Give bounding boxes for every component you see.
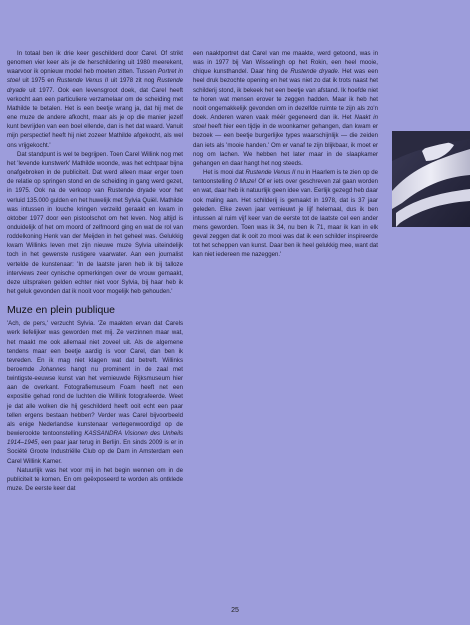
italic-title: Rustende Venus II (56, 77, 109, 85)
left-paragraph-3: 'Ach, de pers,' verzucht Sylvia. 'Ze maakten ervan dat Carels werk liefelijker was geworden met mij. Ze verzinnen maar wat, het maakt me ook allemaal niet zoveel uit. Als de algemene tendens maar een beetje aardig is voor Carel, dan ben ik tevreden. En ik mag niet klagen wat dat betreft. Willinks beroemde Johannes hangt nu prominent in de zaal met twintigste-eeuwse kunst van het vernieuwde Rijksmuseum hier aan de overkant. Fotografiemuseum Foam heeft net een expositie gehad rond de luchten die Willink fotografeerde. Weet je dat alle wolken die hij geschilderd heeft ooit echt een paar tellen ergens bestaan hebben? Verder was Carel bijvoorbeeld als enige Nederlandse kunstenaar vertegenwoordigd op de bewierookte tentoonstelling KASSANDRA Visionen des Unheils 1914–1945, een paar jaar terug in Berlijn. En sinds 2009 is er in Société Groote Industriëlle Club op de Dam in Amsterdam een Carel Willink Kamer. (7, 320, 184, 465)
italic-title: 0 Muze! (234, 178, 257, 186)
right-column (193, 49, 378, 260)
italic-title: KASSANDRA Visionen des Unheils 1914–1945 (7, 430, 184, 447)
italic-title: Portret in stoel (7, 68, 183, 85)
right-paragraph-2: Het is mooi dat Rustende Venus II nu in Haarlem is te zien op de tentoonstelling 0 Muze! Of er iets over geschreven zal gaan worden en wat, daar heb ik natuurlijk geen idee van. Eerlijk gezegd heb daar ook maling aan. Het schilderij is gemaakt in 1978, dat is 37 jaar geleden. Elke zeven jaar vernieuwt je lijf helemaal, dus ik ben intussen al ruim vijf keer van de eerste tot de laatste cel een ander mens geworden. Toen was ik 34, nu ben ik 71, maar ik kan in elk geval zeggen dat ik ooit zo mooi was dat ik een schilder inspireerde tot het scheppen van kunst. Daar ben ik heel gelukkig mee, want dat kan niet iedereen me nazeggen.' (193, 169, 379, 259)
right-paragraph-1: een naaktportret dat Carel van me maakte, werd getoond, was in was in 1977 bij Van Wisselingh op het Rokin, een heel mooie, chique kunsthandel. Daar hing de Rustende dryade. Het was een heel druk bezochte opening en het was niet zo dat ik trots naast het schilderij stond, ik bekeek het een beetje van afstand. Ik hoefde niet te horen wat mensen erover te zeggen hadden. Maar ik heb het nooit ongemakkelijk gevonden om in dezelfde ruimte te zijn als zo'n doek. Anderen waren vaak méér gegeneerd dan ik. Het Naakt in stoel heeft hier een tijdje in de woonkamer gehangen, dan kwam er bezoek — een beetje burgerlijke types waarschijnlijk — die zeiden dan iets als 'mooie handen.' Om er vanaf te zijn blijkbaar, ik moet er nog om lachen. We hebben het later maar in de slaapkamer gehangen en daar hangt het nog steeds. (193, 50, 378, 167)
italic-title: Rustende dryade (290, 68, 338, 76)
italic-title: Johannes (39, 366, 66, 373)
left-paragraph-4: Natuurlijk was het voor mij in het begin wennen om in de publiciteit te komen. En om geëxposeerd te worden als ontklede muze. De eerste keer dat (7, 466, 183, 493)
page-number: 25 (231, 607, 239, 614)
cropped-photo (392, 131, 470, 227)
left-column (7, 49, 183, 493)
italic-title: Rustende Venus II (245, 169, 296, 177)
italic-title: Rustende dryade (7, 77, 184, 94)
italic-title: Naakt in stoel (193, 114, 378, 131)
left-paragraph-1: In totaal ben ik drie keer geschilderd door Carel. Of strikt genomen vier keer als je de herschildering uit 1980 meerekent, waarvoor ik opnieuw model heb moeten zitten. Tussen Portret in stoel uit 1975 en Rustende Venus II uit 1978 zit nog Rustende dryade uit 1977. Ook een levensgroot doek, dat Carel heeft verkocht aan een particuliere verzamelaar om de scheiding met Mathilde te betalen. Het is een beetje wrang ja, dat hij met de ene muze de andere afkocht, maar als je op die manier jezelf kunt bevrijden van een boel ellende, dan is het dat waard. Vanuit mijn perspectief heeft hij niet zozeer Mathilde afgekocht, als wel ons vrijgekocht.' (7, 50, 184, 149)
section-heading: Muze en plein publique (7, 304, 115, 317)
left-paragraph-2: Dat standpunt is wel te begrijpen. Toen Carel Willink nog met het 'levende kunstwerk' Mathilde woonde, was het echtpaar bijna onafgebroken in de publiciteit. Dat werd alleen maar erger toen de relatie op springen stond en de scheiding in gang werd gezet, in 1975. Ook na de verkoop van Rustende dryade voor het verluid 135.000 gulden en het huwelijk met Sylvia Quiël. Mathilde was intussen in louche kringen verzeild geraakt en kwam in oktober 1977 door een pistoolschot om het leven. Nog altijd is onduidelijk of het om moord of zelfmoord ging en wat de rol van roddelkoning Henk van der Meijden in het geheel was. Gelukkig kwam Willinks leven met zijn nieuwe muze Sylvia uiteindelijk toch in het gewenste rustigere vaarwater. Aan een journalist vertelde de kunstenaar: 'In de laatste jaren heb ik bij talloze interviews zeer cynische opmerkingen over de vrouw gemaakt, deze uitspraken gelden echter niet voor Sylvia, bij haar heb ik het geluk gevonden dat ik nooit voor mogelijk heb gehouden.' (7, 150, 183, 296)
photo-figure-image (392, 131, 470, 227)
